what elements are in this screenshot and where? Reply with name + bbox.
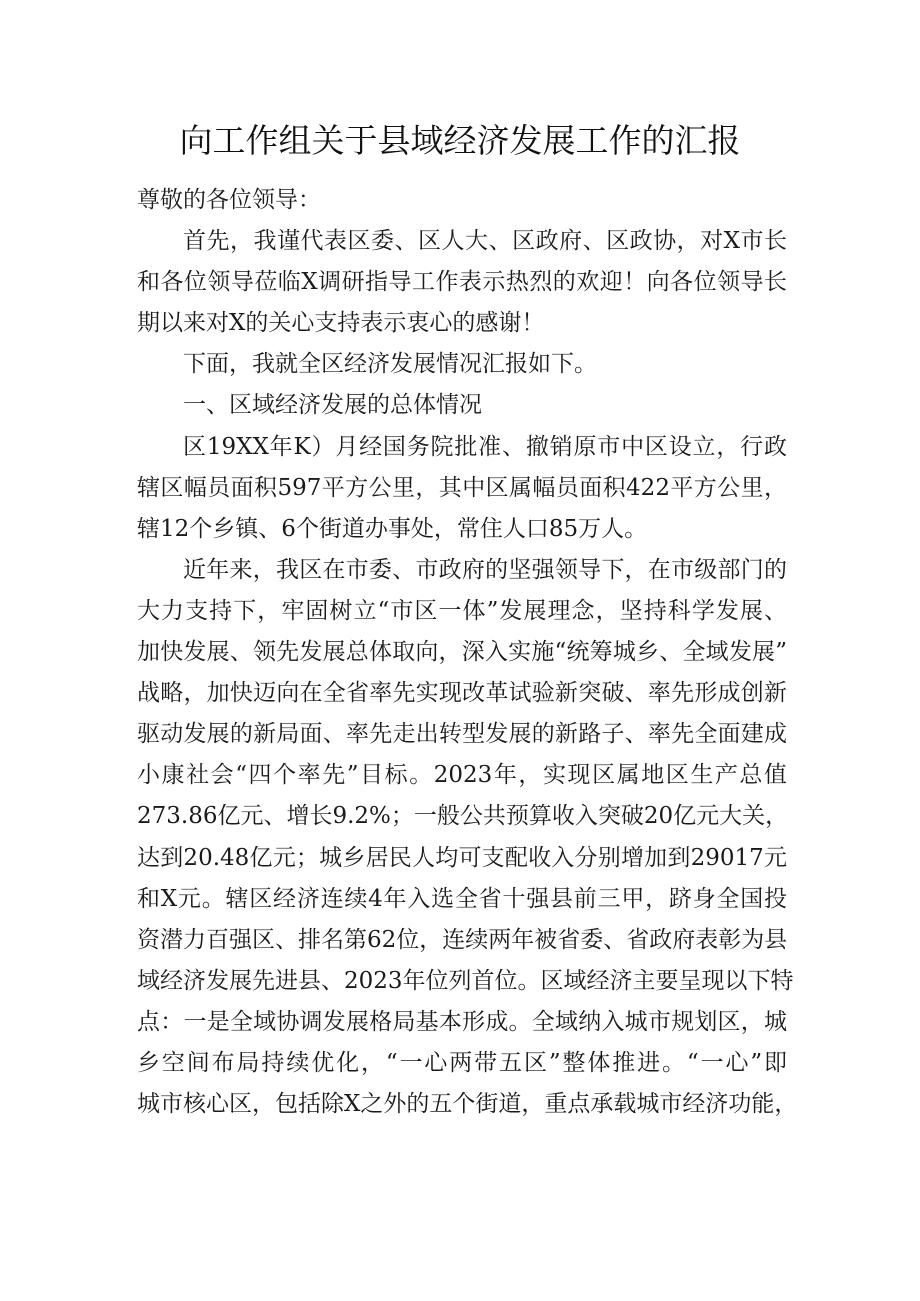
text-line: 和X元。辖区经济连续4年入选全省十强县前三甲，跻身全国投: [137, 885, 787, 912]
text-line: 273.86亿元、增长9.2%；一般公共预算收入突破20亿元大关，: [137, 803, 789, 830]
paragraph-development: [137, 550, 798, 1125]
text-line: 下面，我就全区经济发展情况汇报如下。: [183, 351, 597, 378]
text-line: 尊敬的各位领导：: [137, 187, 321, 213]
text-line: 驱动发展的新局面、率先走出转型发展的新路子、率先全面建成: [137, 721, 787, 748]
text-line: 点：一是全域协调发展格局基本形成。全域纳入城市规划区，城: [137, 1008, 787, 1035]
text-line: 加快发展、领先发展总体取向，深入实施“统筹城乡、全域发展”: [137, 639, 787, 666]
text-line: 辖12个乡镇、6个街道办事处，常住人口85万人。: [137, 515, 648, 542]
paragraph-welcome: [137, 221, 787, 344]
text-line: 区19XX年K）月经国务院批准、撤销原市中区设立，行政: [183, 433, 787, 460]
document-title: 向工作组关于县域经济发展工作的汇报: [179, 121, 741, 160]
text-line: 首先，我谨代表区委、区人大、区政府、区政协，对X市长: [183, 228, 787, 255]
text-line: 辖区幅员面积597平方公里，其中区属幅员面积422平方公里，: [137, 474, 787, 501]
text-line: 达到20.48亿元；城乡居民人均可支配收入分别增加到29017元: [137, 844, 787, 871]
text-line: 城市核心区，包括除X之外的五个街道，重点承载城市经济功能，: [137, 1091, 798, 1118]
salutation: [137, 180, 787, 221]
text-line: 大力支持下，牢固树立“市区一体”发展理念，坚持科学发展、: [137, 597, 787, 624]
section-heading: [137, 385, 787, 426]
text-line: 乡空间布局持续优化，“一心两带五区”整体推进。“一心”即: [137, 1049, 787, 1076]
text-line: 战略，加快迈向在全省率先实现改革试验新突破、率先形成创新: [137, 680, 787, 707]
document-body: [137, 180, 798, 1125]
paragraph-intro: [137, 344, 787, 385]
text-line: 近年来，我区在市委、市政府的坚强领导下，在市级部门的: [183, 556, 787, 583]
text-line: 小康社会“四个率先”目标。2023年，实现区属地区生产总值: [137, 762, 787, 789]
text-line: 期以来对X的关心支持表示衷心的感谢！: [137, 310, 545, 337]
paragraph-district-profile: [137, 427, 787, 550]
text-line: 和各位领导莅临X调研指导工作表示热烈的欢迎！向各位领导长: [137, 269, 787, 296]
text-line: 资潜力百强区、排名第62位，连续两年被省委、省政府表彰为县: [137, 926, 788, 953]
text-line: 域经济发展先进县、2023年位列首位。区域经济主要呈现以下特: [137, 967, 794, 994]
text-line: 一、区域经济发展的总体情况: [183, 392, 482, 419]
